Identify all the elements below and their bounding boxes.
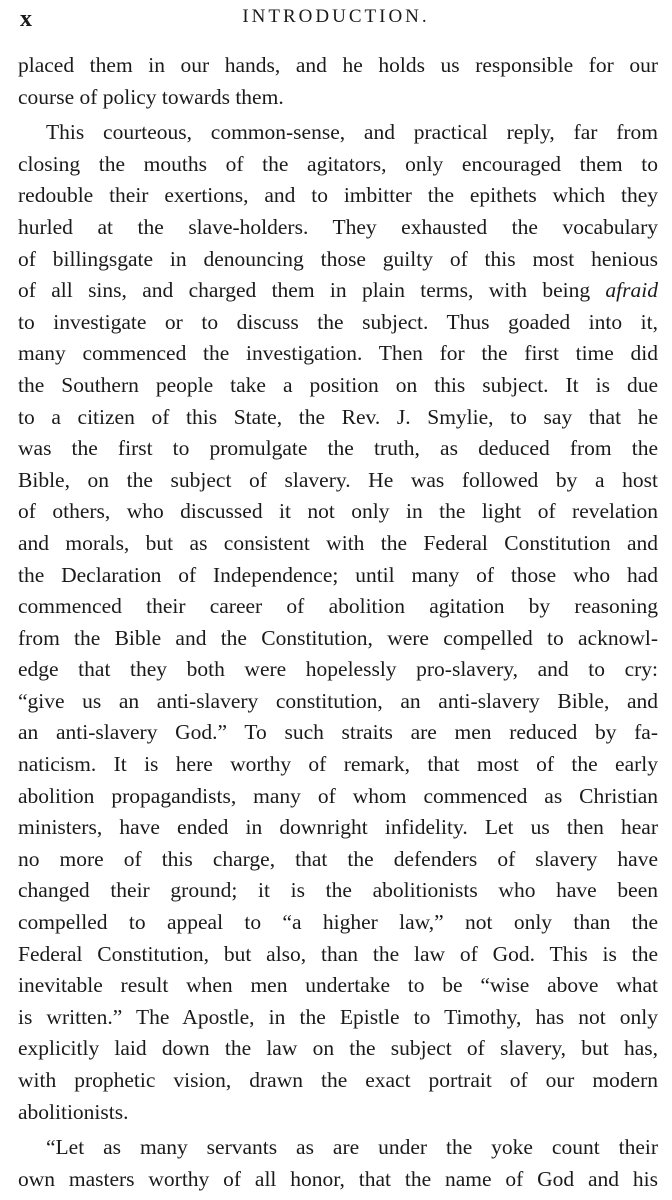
text-line: This courteous, common-sense, and practical reply, far from: [46, 120, 658, 145]
text-line: inevitable result when men undertake to be “wise above what: [18, 973, 658, 998]
text-line: from the Bible and the Constitution, were compelled to acknowl-: [18, 625, 658, 650]
text-line: redouble their exertions, and to imbitter the epithets which they: [18, 183, 658, 208]
text-line: own masters worthy of all honor, that the name of God and his: [18, 1166, 658, 1191]
text-line: no more of this charge, that the defenders of slavery have: [18, 846, 658, 871]
text-line: edge that they both were hopelessly pro-slavery, and to cry:: [18, 657, 658, 682]
text-line: course of policy towards them.: [18, 84, 284, 109]
running-head: [0, 4, 672, 32]
text-line: placed them in our hands, and he holds us responsible for our: [18, 53, 658, 77]
text-line: closing the mouths of the agitators, only encouraged them to: [18, 151, 658, 176]
text-line: of billingsgate in denouncing those guilty of this most henious: [18, 246, 658, 271]
text-line: “give us an anti-slavery constitution, an anti-slavery Bible, and: [18, 688, 658, 713]
running-title: INTRODUCTION.: [242, 6, 430, 27]
text-line: of others, who discussed it not only in the light of revelation: [18, 499, 658, 524]
text-line: with prophetic vision, drawn the exact portrait of our modern: [18, 1068, 658, 1092]
text-line: the Declaration of Independence; until many of those who had: [18, 562, 658, 587]
text-line: ministers, have ended in downright infidelity. Let us then hear: [18, 815, 658, 840]
body-text: [18, 50, 658, 1195]
text-line: and morals, but as consistent with the Federal Constitution and: [18, 530, 658, 555]
text-line: commenced their career of abolition agitation by reasoning: [18, 594, 658, 619]
text-line: abolitionists.: [18, 1099, 129, 1124]
text-line: an anti-slavery God.” To such straits are men reduced by fa-: [18, 720, 658, 745]
text-line: “Let as many servants as are under the yoke count their: [46, 1135, 658, 1160]
text-line: the Southern people take a position on this subject. It is due: [18, 372, 658, 397]
text-line: abolition propagandists, many of whom commenced as Christian: [18, 783, 658, 808]
text-line: Bible, on the subject of slavery. He was followed by a host: [18, 467, 658, 492]
page-number: x: [20, 6, 33, 32]
emphasized-word: afraid: [605, 278, 658, 303]
text-line: to a citizen of this State, the Rev. J. Smylie, to say that he: [18, 404, 658, 429]
text-line: hurled at the slave-holders. They exhausted the vocabulary: [18, 214, 658, 239]
text-line: is written.” The Apostle, in the Epistle to Timothy, has not only: [18, 1004, 658, 1029]
text-line: to investigate or to discuss the subject. Thus goaded into it,: [18, 309, 658, 334]
text-line: was the first to promulgate the truth, as deduced from the: [18, 436, 658, 461]
text-line: explicitly laid down the law on the subject of slavery, but has,: [18, 1036, 658, 1061]
text-line: naticism. It is here worthy of remark, that most of the early: [18, 752, 658, 777]
text-line: Federal Constitution, but also, than the law of God. This is the: [18, 941, 658, 966]
text-line: compelled to appeal to “a higher law,” not only than the: [18, 910, 658, 935]
text-line: many commenced the investigation. Then for the first time did: [18, 341, 658, 366]
text-line-segment: of all sins, and charged them in plain terms, with being: [18, 278, 606, 303]
text-line: changed their ground; it is the abolitionists who have been: [18, 878, 658, 903]
text-line: [18, 275, 658, 307]
